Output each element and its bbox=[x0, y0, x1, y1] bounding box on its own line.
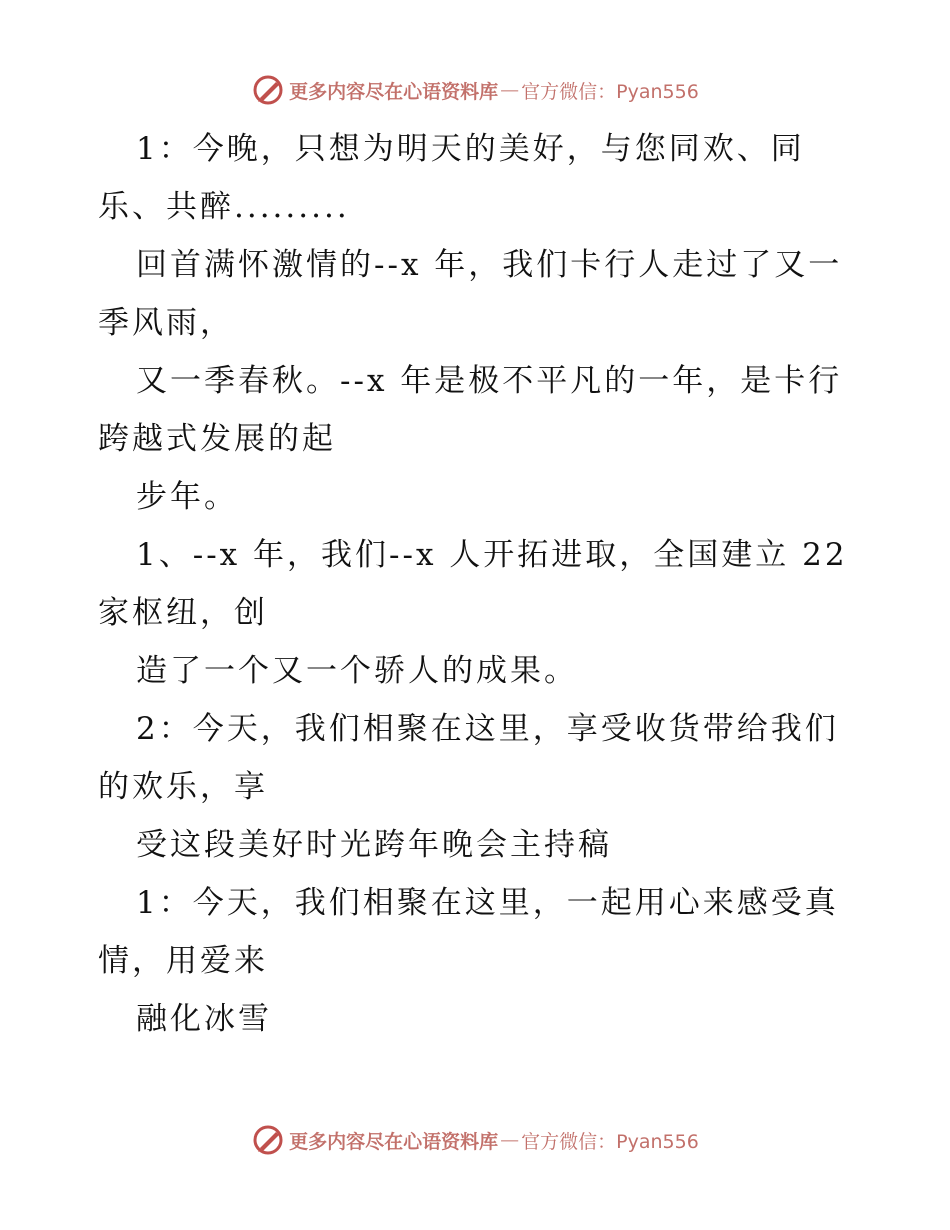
body-line: 跨越式发展的起 bbox=[98, 421, 336, 457]
header-watermark-banner bbox=[0, 70, 950, 110]
body-line: 步年。 bbox=[136, 479, 238, 515]
body-line: 的欢乐，享 bbox=[98, 769, 268, 805]
banner-main-text: 更多内容尽在心语资料库 bbox=[289, 80, 499, 103]
pen-logo-icon bbox=[251, 1123, 285, 1157]
body-line: 季风雨， bbox=[98, 305, 234, 341]
body-line: 情，用爱来 bbox=[98, 943, 268, 979]
banner-wechat-text: 官方微信：Pyan556 bbox=[521, 1130, 699, 1153]
body-line: 回首满怀激情的--x 年，我们卡行人走过了又一 bbox=[136, 247, 843, 283]
banner-separator: — bbox=[500, 1129, 520, 1151]
banner-wechat-text: 官方微信：Pyan556 bbox=[521, 80, 699, 103]
body-line: 1：今天，我们相聚在这里，一起用心来感受真 bbox=[136, 885, 839, 921]
body-line: 1：今晚，只想为明天的美好，与您同欢、同 bbox=[136, 131, 805, 167]
body-line: 乐、共醉......... bbox=[98, 189, 350, 225]
pen-logo-icon bbox=[251, 73, 285, 107]
body-line: 造了一个又一个骄人的成果。 bbox=[136, 653, 578, 689]
body-line: 受这段美好时光跨年晚会主持稿 bbox=[136, 827, 612, 863]
body-line: 1、--x 年，我们--x 人开拓进取，全国建立 22 bbox=[136, 537, 848, 573]
body-line: 又一季春秋。--x 年是极不平凡的一年，是卡行 bbox=[136, 363, 843, 399]
document-body bbox=[98, 120, 858, 1048]
banner-main-text: 更多内容尽在心语资料库 bbox=[289, 1130, 499, 1153]
body-line: 家枢纽，创 bbox=[98, 595, 268, 631]
body-line: 融化冰雪 bbox=[136, 1001, 272, 1037]
body-line: 2：今天，我们相聚在这里，享受收货带给我们 bbox=[136, 711, 839, 747]
banner-separator: — bbox=[500, 79, 520, 101]
footer-watermark-banner bbox=[0, 1120, 950, 1160]
